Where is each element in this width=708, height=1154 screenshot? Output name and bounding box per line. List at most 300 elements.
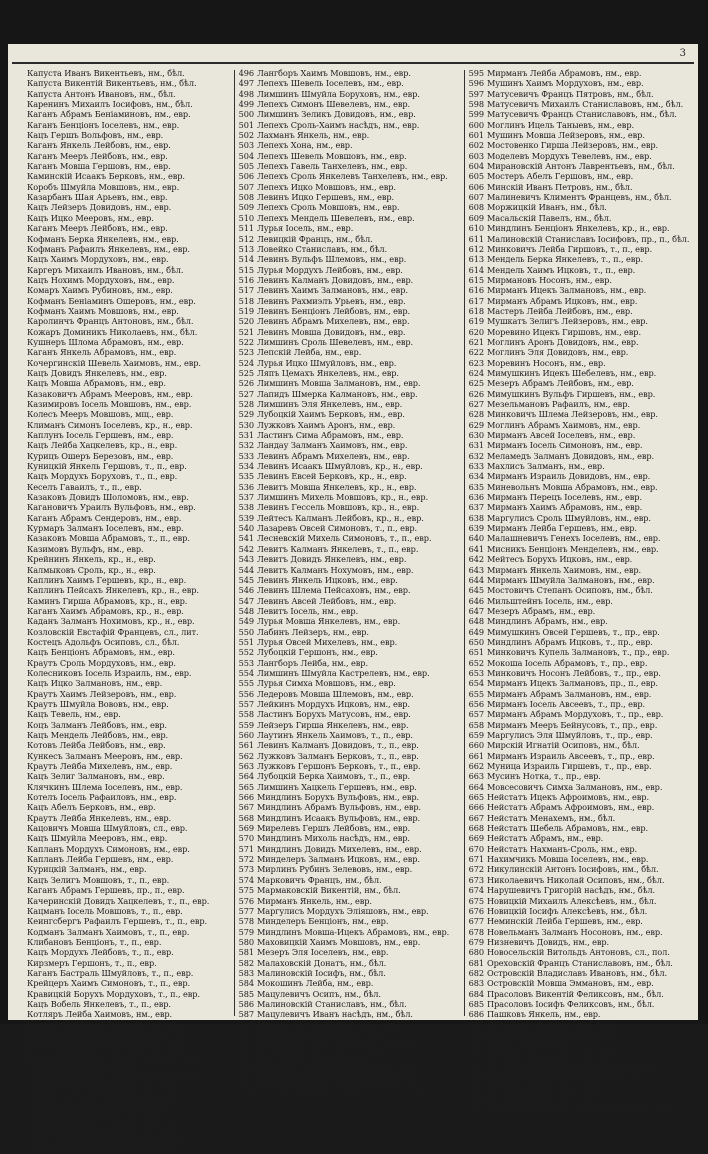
entry-number: 687 bbox=[468, 1019, 484, 1030]
entry-text: Малашневичъ Генехъ Іоселевъ, нм., евр. bbox=[487, 533, 661, 544]
entry-text: Казимовъ Вульфъ, нм., евр. bbox=[27, 543, 144, 554]
entry-text: Малаховскій Донатъ, нм., бѣл. bbox=[257, 957, 387, 968]
entry-text: Малиневичъ Климентъ Францевъ, нм., бѣл. bbox=[487, 192, 672, 203]
list-entry bbox=[466, 999, 694, 1009]
entry-text: Лепехъ Еля Симоновъ, нм., евр. bbox=[27, 1112, 163, 1123]
entry-number: 649 bbox=[468, 626, 484, 637]
entry-number: 646 bbox=[468, 595, 484, 606]
entry-text: Минделеръ Залманъ Ицковъ, нм., евр. bbox=[257, 854, 420, 865]
list-entry bbox=[236, 182, 462, 192]
list-entry bbox=[10, 1020, 232, 1030]
entry-text: Лужковъ Гершонъ Берковъ, т., п., евр. bbox=[257, 761, 421, 772]
entry-text: Мокоша Іосель Абрамовъ, т., пр., евр. bbox=[487, 657, 648, 668]
list-entry bbox=[236, 140, 462, 150]
list-entry bbox=[10, 575, 232, 585]
list-entry bbox=[466, 709, 694, 719]
entry-number: 655 bbox=[468, 688, 484, 699]
entry-text: Левинъ Евсей Берковъ, кр., н., евр. bbox=[257, 471, 407, 482]
entry-number: 510 bbox=[238, 212, 254, 223]
list-entry bbox=[466, 399, 694, 409]
list-entry bbox=[236, 958, 462, 968]
list-entry bbox=[236, 171, 462, 181]
list-entry bbox=[10, 1133, 232, 1143]
list-entry bbox=[10, 78, 232, 88]
list-entry bbox=[466, 658, 694, 668]
list-entry bbox=[466, 471, 694, 481]
list-entry bbox=[236, 461, 462, 471]
list-entry bbox=[236, 306, 462, 316]
entry-number: 607 bbox=[468, 192, 484, 203]
list-entry bbox=[236, 130, 462, 140]
entry-text: Ляпъ Цемахъ Янкелевъ, нм., евр. bbox=[257, 367, 399, 378]
list-entry bbox=[10, 368, 232, 378]
list-entry bbox=[10, 916, 232, 926]
entry-text: Лимшинъ Эля Янкелевъ, нм., евр. bbox=[257, 399, 403, 409]
list-entry bbox=[466, 502, 694, 512]
list-entry bbox=[236, 761, 462, 771]
list-entry bbox=[466, 761, 694, 771]
list-entry bbox=[236, 637, 462, 647]
entry-text: Мирманъ Іосель Авсеевъ, т., пр., евр. bbox=[487, 698, 646, 709]
entry-number: 515 bbox=[238, 264, 254, 275]
list-entry bbox=[466, 1092, 694, 1102]
list-entry bbox=[236, 513, 462, 523]
entry-text: Курицкій Залманъ, нм., евр. bbox=[27, 864, 147, 875]
list-entry bbox=[466, 544, 694, 554]
list-entry bbox=[466, 223, 694, 233]
list-entry bbox=[10, 844, 232, 854]
entry-text: Лимшинъ Зеликъ Абелевъ, нм., евр. bbox=[27, 1123, 181, 1134]
list-entry bbox=[236, 937, 462, 947]
entry-text: Мусинъ Нотка, т., пр., евр. bbox=[487, 771, 601, 782]
list-entry bbox=[10, 89, 232, 99]
entry-number: 628 bbox=[468, 409, 484, 420]
list-entry bbox=[466, 109, 694, 119]
column-3 bbox=[466, 68, 694, 1113]
list-entry bbox=[466, 833, 694, 843]
list-entry bbox=[236, 99, 462, 109]
entry-text: Мирманъ Авсей Іоселевъ, нм., евр. bbox=[487, 430, 636, 441]
entry-number: 671 bbox=[468, 854, 484, 865]
entry-number: 499 bbox=[238, 99, 254, 110]
entry-number: 684 bbox=[468, 988, 484, 999]
entry-text: Каганъ Абрамъ Сендеровъ, нм., евр. bbox=[27, 512, 182, 523]
entry-number: 661 bbox=[468, 750, 484, 761]
list-entry bbox=[10, 430, 232, 440]
entry-number: 656 bbox=[468, 698, 484, 709]
entry-number: 609 bbox=[468, 212, 484, 223]
entry-number: 532 bbox=[238, 440, 254, 451]
list-entry bbox=[236, 1040, 462, 1050]
entry-number: 593 bbox=[238, 1071, 254, 1082]
list-entry bbox=[236, 802, 462, 812]
list-entry bbox=[466, 151, 694, 161]
entry-number: 632 bbox=[468, 450, 484, 461]
entry-text: Мокошинъ Лейба, нм., евр. bbox=[257, 978, 374, 989]
entry-number: 576 bbox=[238, 895, 254, 906]
entry-text: Пасманъ Митель Шмуйловъ, нм., евр. bbox=[487, 1071, 649, 1082]
list-entry bbox=[10, 1113, 232, 1123]
entry-text: Курицъ Ошеръ Березовъ, нм., евр. bbox=[27, 450, 174, 461]
entry-number: 680 bbox=[468, 947, 484, 958]
list-entry bbox=[10, 389, 232, 399]
entry-text: Малиновскій Станиславъ, нм., бѣл. bbox=[257, 998, 407, 1009]
list-entry bbox=[10, 1092, 232, 1102]
list-entry bbox=[10, 678, 232, 688]
list-entry bbox=[236, 78, 462, 88]
entry-number: 663 bbox=[468, 771, 484, 782]
entry-number: 617 bbox=[468, 295, 484, 306]
list-entry bbox=[10, 1051, 232, 1061]
entry-text: Кочергинскій Шевель Хаимовъ, нм., евр. bbox=[27, 357, 201, 368]
entry-text: Кацъ Зелиг Залмановъ, нм., евр. bbox=[27, 771, 165, 782]
entry-number: 582 bbox=[238, 957, 254, 968]
entry-number: 606 bbox=[468, 181, 484, 192]
list-entry bbox=[236, 606, 462, 616]
entry-text: Мейтесъ Борухъ Ицковъ, нм., евр. bbox=[487, 554, 633, 565]
entry-number: 653 bbox=[468, 667, 484, 678]
list-entry bbox=[466, 575, 694, 585]
list-entry bbox=[236, 389, 462, 399]
entry-text: Пелтъ Эля, нм., евр. bbox=[487, 1040, 574, 1051]
entry-number: 592 bbox=[238, 1061, 254, 1071]
entry-text: Казаковъ Мовша Абрамовъ, т., п., евр. bbox=[27, 533, 190, 544]
entry-text: Кацъ Ицко Залмановъ, нм., евр. bbox=[27, 678, 163, 689]
list-entry bbox=[466, 254, 694, 264]
list-entry bbox=[236, 989, 462, 999]
page-number: 3 bbox=[679, 48, 686, 59]
list-entry bbox=[236, 1061, 462, 1071]
list-entry bbox=[236, 999, 462, 1009]
entry-text: Миндлинъ Бенціонъ Янкелевъ, кр., н., евр. bbox=[487, 223, 670, 234]
entry-number: 524 bbox=[238, 357, 254, 368]
list-entry bbox=[466, 947, 694, 957]
list-entry bbox=[236, 896, 462, 906]
entry-number: 690 bbox=[468, 1050, 484, 1061]
entry-text: Левинъ Абрамъ Михелевъ, нм., евр. bbox=[257, 450, 410, 461]
entry-text: Мирманъ Абрамъ Залмановъ, нм., евр. bbox=[487, 688, 652, 699]
entry-text: Лимшинъ Хацкель Гершевъ, нм., евр. bbox=[257, 781, 417, 792]
entry-text: Мушинъ Хаимъ Мордуховъ, нм., евр. bbox=[487, 78, 644, 89]
entry-text: Каганъ Бастраль Шмуйловъ, т., п., евр. bbox=[27, 967, 194, 978]
list-entry bbox=[10, 120, 232, 130]
entry-text: Кодманъ Залманъ Хаимовъ, т., п., евр. bbox=[27, 926, 190, 937]
entry-number: 642 bbox=[468, 554, 484, 565]
entry-text: Прогеръ Абрамъ-Ицекъ насѣдъ, нм., евр. bbox=[487, 1061, 661, 1071]
list-entry bbox=[466, 533, 694, 543]
entry-text: Неминскій Лейба Гершевъ, нм., евр. bbox=[487, 916, 643, 927]
entry-number: 669 bbox=[468, 833, 484, 844]
entry-text: Лепехъ Ицко Мовшовъ, нм., евр. bbox=[257, 181, 396, 192]
entry-text: Мирманъ Абрамъ Мордуховъ, т., пр., евр. bbox=[487, 709, 664, 720]
entry-number: 563 bbox=[238, 761, 254, 772]
entry-text: Коцъ Залманъ Лейбовъ, нм., евр. bbox=[27, 719, 167, 730]
entry-number: 538 bbox=[238, 502, 254, 513]
list-entry bbox=[466, 875, 694, 885]
list-entry bbox=[236, 492, 462, 502]
entry-number: 539 bbox=[238, 512, 254, 523]
entry-number: 695 bbox=[468, 1102, 484, 1113]
entry-number: 585 bbox=[238, 988, 254, 999]
list-entry bbox=[466, 1051, 694, 1061]
entry-text: Левинъ Янкель Ицковъ, нм., евр. bbox=[257, 574, 398, 585]
entry-number: 507 bbox=[238, 181, 254, 192]
entry-text: Мацулевичъ Осипъ, нм., бѣл. bbox=[257, 988, 381, 999]
entry-text: Миндлинъ Мовша-Ицекъ Абрамовъ, нм., евр. bbox=[257, 926, 450, 937]
list-entry bbox=[236, 813, 462, 823]
list-entry bbox=[466, 844, 694, 854]
list-entry bbox=[10, 202, 232, 212]
list-entry bbox=[466, 140, 694, 150]
list-entry bbox=[10, 1102, 232, 1112]
list-entry bbox=[10, 451, 232, 461]
entry-text: Лимшинъ Михель Мовшовъ, кр., н., евр. bbox=[257, 492, 429, 503]
entry-text: Кацъ Гершъ Вольфовъ, нм., евр. bbox=[27, 130, 164, 141]
entry-number: 665 bbox=[468, 792, 484, 803]
entry-text: Лепехъ Шевель Іоселевъ, нм., евр. bbox=[257, 78, 404, 89]
entry-number: 583 bbox=[238, 967, 254, 978]
list-entry bbox=[466, 1009, 694, 1019]
entry-text: Кофманъ Хаимъ Мовшовъ, нм., евр. bbox=[27, 305, 179, 316]
list-entry bbox=[236, 1030, 462, 1040]
entry-number: 561 bbox=[238, 740, 254, 751]
list-entry bbox=[236, 202, 462, 212]
entry-text: Лепехъ Сроль Мовшовъ, нм., евр. bbox=[257, 202, 400, 213]
list-entry bbox=[10, 161, 232, 171]
entry-text: Матусевичъ Францъ Станиславовъ, нм., бѣл. bbox=[487, 109, 677, 120]
entry-text: Кацъ Мордухъ Боруховъ, т., п., евр. bbox=[27, 471, 178, 482]
entry-number: 550 bbox=[238, 626, 254, 637]
list-entry bbox=[466, 616, 694, 626]
entry-number: 597 bbox=[468, 88, 484, 99]
list-entry bbox=[10, 533, 232, 543]
entry-number: 558 bbox=[238, 709, 254, 720]
list-entry bbox=[10, 171, 232, 181]
entry-text: Лимшинъ Шмуйла Боруховъ, нм., евр. bbox=[257, 88, 420, 99]
entry-text: Левинъ Авсей Лейбовъ, нм., евр. bbox=[257, 595, 397, 606]
entry-number: 598 bbox=[468, 99, 484, 110]
list-entry bbox=[10, 978, 232, 988]
entry-number: 522 bbox=[238, 336, 254, 347]
entry-text: Каганъ Хаимъ Абрамовъ, кр., н., евр. bbox=[27, 605, 184, 616]
entry-text: Островскій Владиславъ Ивановъ, нм., бѣл. bbox=[487, 967, 668, 978]
list-entry bbox=[10, 471, 232, 481]
entry-number: 666 bbox=[468, 802, 484, 813]
entry-number: 575 bbox=[238, 885, 254, 896]
entry-text: Капланъ Мордухъ Симоновъ, нм., евр. bbox=[27, 843, 190, 854]
entry-text: Каданъ Залманъ Нохимовъ, кр., н., евр. bbox=[27, 616, 195, 627]
list-entry bbox=[10, 854, 232, 864]
entry-number: 586 bbox=[238, 998, 254, 1009]
entry-text: Малиновскій Станиславъ Іосифовъ, пр., п., бѣл. bbox=[487, 233, 690, 244]
entry-text: Кацъ Довидъ Янкелевъ, нм., евр. bbox=[27, 367, 167, 378]
list-entry bbox=[236, 875, 462, 885]
list-entry bbox=[10, 792, 232, 802]
entry-number: 505 bbox=[238, 161, 254, 172]
entry-text: Нейстатъ Менахемъ, нм., бѣл. bbox=[487, 812, 616, 823]
entry-number: 602 bbox=[468, 140, 484, 151]
list-entry bbox=[10, 1030, 232, 1040]
list-entry bbox=[466, 213, 694, 223]
entry-number: 625 bbox=[468, 378, 484, 389]
list-entry bbox=[236, 347, 462, 357]
entry-text: Муница Израиль Гиршевъ, т., пр., евр. bbox=[487, 761, 652, 772]
list-entry bbox=[10, 1123, 232, 1133]
list-entry bbox=[10, 782, 232, 792]
list-entry bbox=[10, 751, 232, 761]
entry-text: Каплинъ Пейсахъ Янкелевъ, кр., н., евр. bbox=[27, 585, 199, 596]
entry-text: Мастеръ Лейба Лейбовъ, нм., евр. bbox=[487, 305, 633, 316]
list-entry bbox=[466, 389, 694, 399]
list-entry bbox=[466, 347, 694, 357]
list-entry bbox=[466, 1020, 694, 1030]
entry-number: 686 bbox=[468, 1009, 484, 1020]
list-entry bbox=[10, 668, 232, 678]
list-entry bbox=[466, 99, 694, 109]
entry-text: Левинъ Калманъ Довидовъ, т., п., евр. bbox=[257, 740, 419, 751]
entry-text: Миндлинъ Абрамъ Вульфовъ, нм., евр. bbox=[257, 802, 421, 813]
list-entry bbox=[10, 337, 232, 347]
entry-text: Клячкинъ Шлема Іоселевъ, нм., евр. bbox=[27, 781, 183, 792]
entry-number: 626 bbox=[468, 388, 484, 399]
list-entry bbox=[466, 316, 694, 326]
list-entry bbox=[236, 451, 462, 461]
list-entry bbox=[236, 213, 462, 223]
entry-text: Климанъ Симонъ Іоселевъ, кр., н., евр. bbox=[27, 419, 193, 430]
entry-text: Каганъ Мовша Гершовъ, нм., евр. bbox=[27, 161, 171, 172]
entry-text: Моржицкій Иванъ, нм., бѣл. bbox=[487, 202, 607, 213]
entry-number: 496 bbox=[238, 68, 254, 78]
entry-text: Матусевичъ Францъ Пятровъ, нм., бѣл. bbox=[487, 88, 654, 99]
list-entry bbox=[466, 720, 694, 730]
entry-number: 584 bbox=[238, 978, 254, 989]
entry-text: Пугачко Александръ, нм., бѣл. bbox=[487, 1050, 618, 1061]
entry-text: Левитъ Довидъ Янкелевъ, нм., евр. bbox=[257, 554, 407, 565]
entry-text: Новицкій Іосифъ Алексѣевъ, нм., бѣл. bbox=[487, 905, 648, 916]
list-entry bbox=[236, 916, 462, 926]
entry-number: 672 bbox=[468, 864, 484, 875]
entry-text: Мирманъ Лейба Гершевъ, нм., евр. bbox=[487, 523, 637, 534]
entry-text: Мирманъ Абрамъ Ицковъ, нм., евр. bbox=[487, 295, 638, 306]
list-entry bbox=[10, 730, 232, 740]
list-entry bbox=[466, 854, 694, 864]
list-entry bbox=[236, 502, 462, 512]
entry-text: Кравицкій Борухъ Мордуховъ, т., п., евр. bbox=[27, 988, 200, 999]
entry-text: Мимушкинъ Вульфъ Гиршевъ, нм., евр. bbox=[487, 388, 656, 399]
entry-number: 504 bbox=[238, 150, 254, 161]
entry-text: Марковичъ Францъ, нм., бѣл. bbox=[257, 874, 382, 885]
list-entry bbox=[10, 585, 232, 595]
list-entry bbox=[236, 627, 462, 637]
list-entry bbox=[10, 285, 232, 295]
entry-text: Кацъ Бенціонъ Абрамовъ, нм., евр. bbox=[27, 647, 175, 658]
entry-text: Моглинъ Аронъ Довидовъ, нм., евр. bbox=[487, 336, 639, 347]
entry-number: 516 bbox=[238, 274, 254, 285]
list-entry bbox=[236, 585, 462, 595]
entry-number: 605 bbox=[468, 171, 484, 182]
entry-text: Кирзмеръ Гершонъ, т., п., евр. bbox=[27, 957, 157, 968]
entry-text: Лимшинъ Шмуйла насѣдъ, нм., евр. bbox=[27, 1081, 180, 1092]
list-entry bbox=[466, 771, 694, 781]
entry-number: 552 bbox=[238, 647, 254, 658]
entry-text: Левитъ Калманъ Янкелевъ, т., п., евр. bbox=[257, 543, 419, 554]
entry-number: 624 bbox=[468, 367, 484, 378]
entry-number: 614 bbox=[468, 264, 484, 275]
entry-text: Казаковичъ Абрамъ Мееровъ, нм., евр. bbox=[27, 388, 193, 399]
list-entry bbox=[10, 927, 232, 937]
entry-text: Лурья Ицко Шмуйловъ, нм., евр. bbox=[257, 357, 397, 368]
entry-text: Левинъ Залманъ Гершевъ, нм., евр. bbox=[27, 1092, 179, 1103]
list-entry bbox=[466, 958, 694, 968]
entry-text: Маргулисъ Мордухъ Эліяшовъ, нм., евр. bbox=[257, 905, 429, 916]
entry-number: 549 bbox=[238, 616, 254, 627]
entry-number: 511 bbox=[238, 223, 254, 234]
entry-number: 595 bbox=[468, 68, 484, 78]
list-entry bbox=[10, 523, 232, 533]
entry-text: Лимшинъ Шмуйла Кастрелевъ, нм., евр. bbox=[257, 667, 430, 678]
entry-text: Минковичъ Носонъ Лейбовъ, т., пр., евр. bbox=[487, 667, 661, 678]
entry-text: Мирановскій Антонъ Лаврентьевъ, нм., бѣл. bbox=[487, 161, 675, 172]
entry-number: 581 bbox=[238, 947, 254, 958]
entry-number: 569 bbox=[238, 823, 254, 834]
list-entry bbox=[466, 327, 694, 337]
entry-text: Каганъ Абрамъ Гершевъ, пр., п., евр. bbox=[27, 885, 185, 896]
list-entry bbox=[466, 482, 694, 492]
entry-number: 553 bbox=[238, 657, 254, 668]
entry-text: Казимировъ Іосель Мовшовъ, нм., евр. bbox=[27, 399, 192, 409]
list-entry bbox=[236, 430, 462, 440]
list-entry bbox=[466, 937, 694, 947]
entry-number: 556 bbox=[238, 688, 254, 699]
entry-number: 688 bbox=[468, 1029, 484, 1040]
entry-number: 654 bbox=[468, 678, 484, 689]
entry-text: Миндлинъ Борухъ Вульфовъ, нм., евр. bbox=[257, 792, 419, 803]
entry-text: Кравицкій Янкель Абрамовъ, нм., евр. bbox=[27, 1029, 190, 1040]
entry-text: Миндлинъ Абрамъ Ицковъ, т., пр., евр. bbox=[487, 636, 653, 647]
entry-number: 498 bbox=[238, 88, 254, 99]
entry-text: Мильштейнъ Іосель, нм., евр. bbox=[487, 595, 613, 606]
list-entry bbox=[10, 864, 232, 874]
entry-number: 545 bbox=[238, 574, 254, 585]
list-entry bbox=[236, 378, 462, 388]
entry-number: 573 bbox=[238, 864, 254, 875]
entry-text: Крейцеръ Хаимъ Симоновъ, т., п., евр. bbox=[27, 978, 191, 989]
entry-text: Левинъ Абрамъ Михелевъ, нм., евр. bbox=[257, 316, 410, 327]
list-entry bbox=[10, 813, 232, 823]
entry-number: 530 bbox=[238, 419, 254, 430]
entry-number: 572 bbox=[238, 854, 254, 865]
entry-text: Лурья Овсей Михелевъ, нм., евр. bbox=[257, 636, 398, 647]
list-entry bbox=[466, 792, 694, 802]
list-entry bbox=[466, 378, 694, 388]
list-entry bbox=[466, 1061, 694, 1071]
list-entry bbox=[10, 833, 232, 843]
entry-text: Нейстатъ Абрамъ, нм., евр. bbox=[487, 833, 604, 844]
list-entry bbox=[10, 440, 232, 450]
entry-text: Мостовичъ Степанъ Осиповъ, нм., бѣл. bbox=[487, 585, 653, 596]
list-entry bbox=[10, 1082, 232, 1092]
list-entry bbox=[236, 658, 462, 668]
list-entry bbox=[236, 337, 462, 347]
list-entry bbox=[10, 420, 232, 430]
entry-number: 636 bbox=[468, 492, 484, 503]
entry-text: Лангборъ Зелигъ Мовшовъ, нм., евр. bbox=[27, 1133, 184, 1144]
list-entry bbox=[466, 78, 694, 88]
entry-text: Кацъ Мордухъ Лейбовъ, т., п., евр. bbox=[27, 947, 174, 958]
entry-text: Костецъ Адольфъ Осиповъ, сл., бѣл. bbox=[27, 636, 180, 647]
list-entry bbox=[466, 823, 694, 833]
entry-number: 533 bbox=[238, 450, 254, 461]
